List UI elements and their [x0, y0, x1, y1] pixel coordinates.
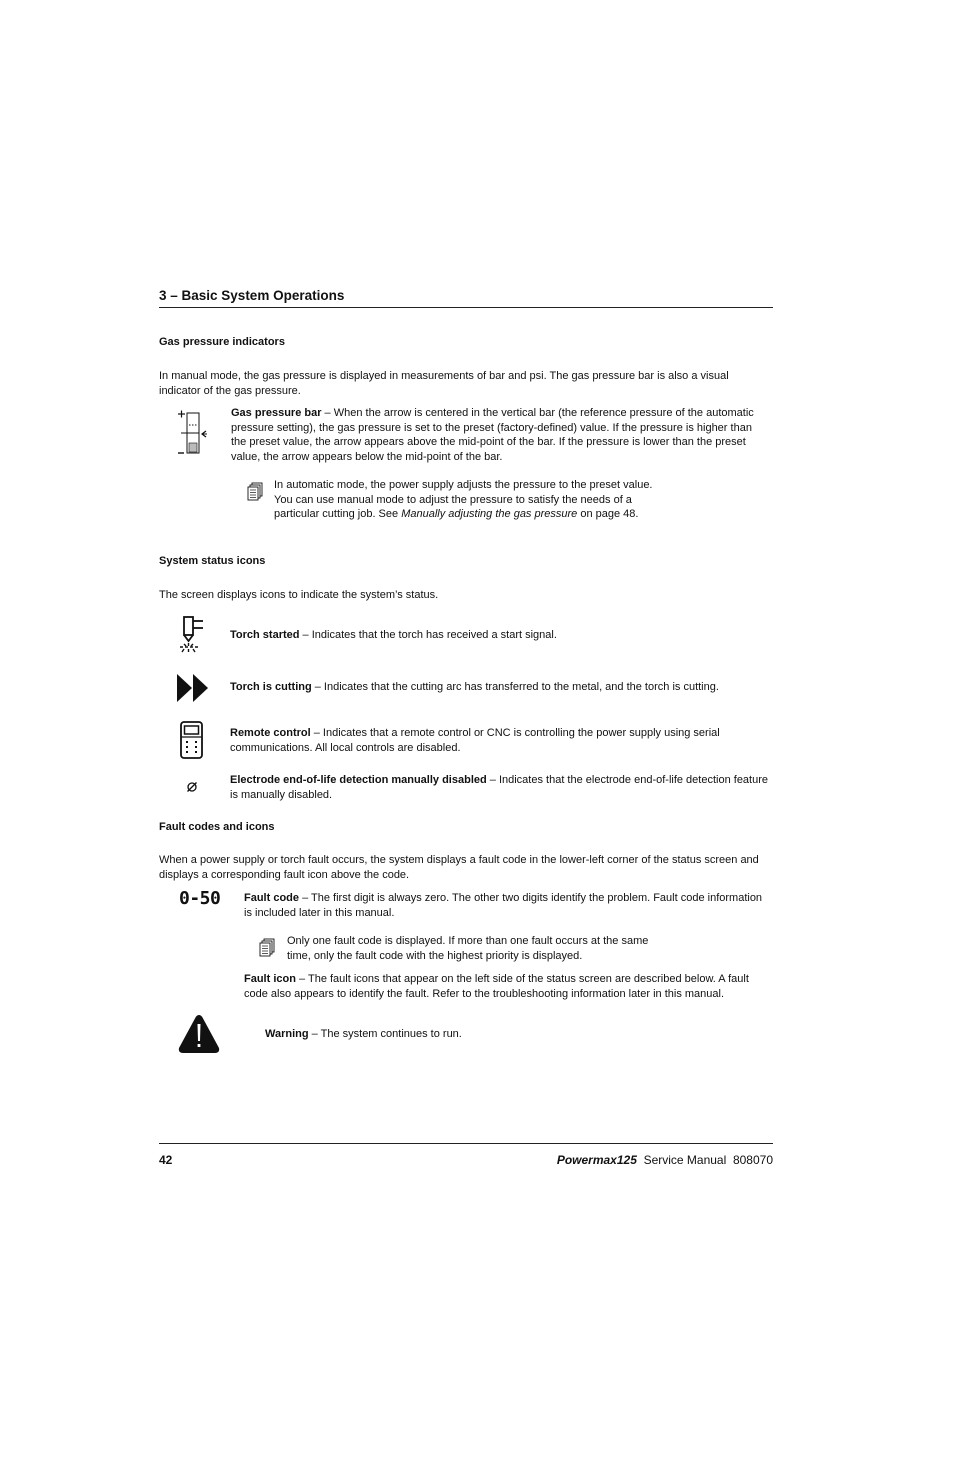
torch-started-icon — [178, 615, 206, 655]
gas-note-text: In automatic mode, the power supply adjusts the pressure to the preset value. You can use manual mode to adjust the pressure to satisfy the needs of a particular cutting job. See — [274, 479, 653, 521]
note-icon — [246, 482, 264, 502]
warning-desc: – The system continues to run. — [308, 1028, 462, 1040]
status-intro: The screen displays icons to indicate the system’s status. — [159, 589, 439, 601]
fault-code-description — [244, 891, 770, 920]
footer-product-line — [557, 1153, 773, 1167]
gas-note — [274, 478, 654, 522]
fault-icon-term: Fault icon — [244, 973, 296, 985]
remote-control-icon — [179, 720, 205, 760]
gas-intro: In manual mode, the gas pressure is displayed in measurements of bar and psi. The gas pressure bar is also a visual indicator of the gas pressure. — [159, 370, 729, 397]
gas-bar-description — [231, 406, 769, 464]
fault-intro: When a power supply or torch fault occurs, the system displays a fault code in the lower-left corner of the status screen and displays a corresponding fault icon above the code. — [159, 854, 759, 881]
warning-description — [265, 1027, 665, 1042]
status-item-eol-disabled — [230, 773, 770, 802]
status-term: Torch is cutting — [230, 681, 312, 693]
warning-term: Warning — [265, 1028, 309, 1040]
section-heading-fault: Fault codes and icons — [159, 821, 275, 833]
status-term: Remote control — [230, 727, 311, 739]
fault-code-display: 0-50 — [179, 888, 221, 909]
status-desc: – Indicates that the torch has received a start signal. — [299, 629, 557, 641]
manual-title: Service Manual — [643, 1153, 727, 1167]
status-desc: – Indicates that the electrode end-of-life detection feature is manually disabled. — [230, 774, 769, 801]
gas-bar-desc: – When the arrow is centered in the vertical bar (the reference pressure of the automatic pressure setting), the gas pressure is set to the preset (factory-defined) value. If the pressure is higher than the preset value, the arrow appears above the mid-point of the bar. If the pressure is lower than the preset value, the arrow appears below the mid-point of the bar. — [231, 407, 754, 463]
status-desc: – Indicates that the cutting arc has transferred to the metal, and the torch is cutting. — [311, 681, 719, 693]
gas-pressure-bar-icon — [176, 407, 208, 457]
gas-note-link[interactable]: Manually adjusting the gas pressure — [401, 508, 578, 521]
status-term: Electrode end-of-life detection manually disabled — [230, 774, 487, 786]
status-term: Torch started — [230, 629, 300, 641]
fault-icon-desc: – The fault icons that appear on the left side of the status screen are described below. A fault code also appears to identify the fault. Refer to the troubleshooting information later in this manual. — [244, 973, 749, 1000]
fault-code-term: Fault code — [244, 892, 300, 904]
status-item-torch-started — [230, 628, 770, 643]
page-number: 42 — [159, 1153, 173, 1167]
fault-icon-description — [244, 972, 774, 1001]
section-heading-gas: Gas pressure indicators — [159, 336, 285, 348]
warning-icon — [177, 1013, 221, 1055]
chapter-title: 3 – Basic System Operations — [159, 288, 345, 303]
status-item-remote-control — [230, 726, 770, 755]
section-heading-status: System status icons — [159, 555, 266, 567]
gas-note-tail: on page 48. — [577, 508, 639, 521]
footer-rule — [159, 1143, 773, 1144]
part-number: 808070 — [732, 1153, 773, 1167]
fault-note: Only one fault code is displayed. If more than one fault occurs at the same time, only the fault code with the highest priority is displayed. — [287, 935, 649, 962]
gas-bar-term: Gas pressure bar — [231, 407, 322, 419]
header-rule — [159, 307, 773, 308]
eol-disabled-icon — [186, 781, 198, 793]
product-name: Powermax125 — [556, 1153, 637, 1167]
fault-code-desc: – The first digit is always zero. The other two digits identify the problem. Fault code information is included later in this manual. — [244, 892, 763, 919]
note-icon — [258, 938, 276, 958]
status-desc: – Indicates that a remote control or CNC is controlling the power supply using serial communications. All local controls are disabled. — [230, 727, 720, 754]
torch-cutting-icon — [176, 673, 210, 703]
status-item-torch-cutting — [230, 680, 770, 695]
